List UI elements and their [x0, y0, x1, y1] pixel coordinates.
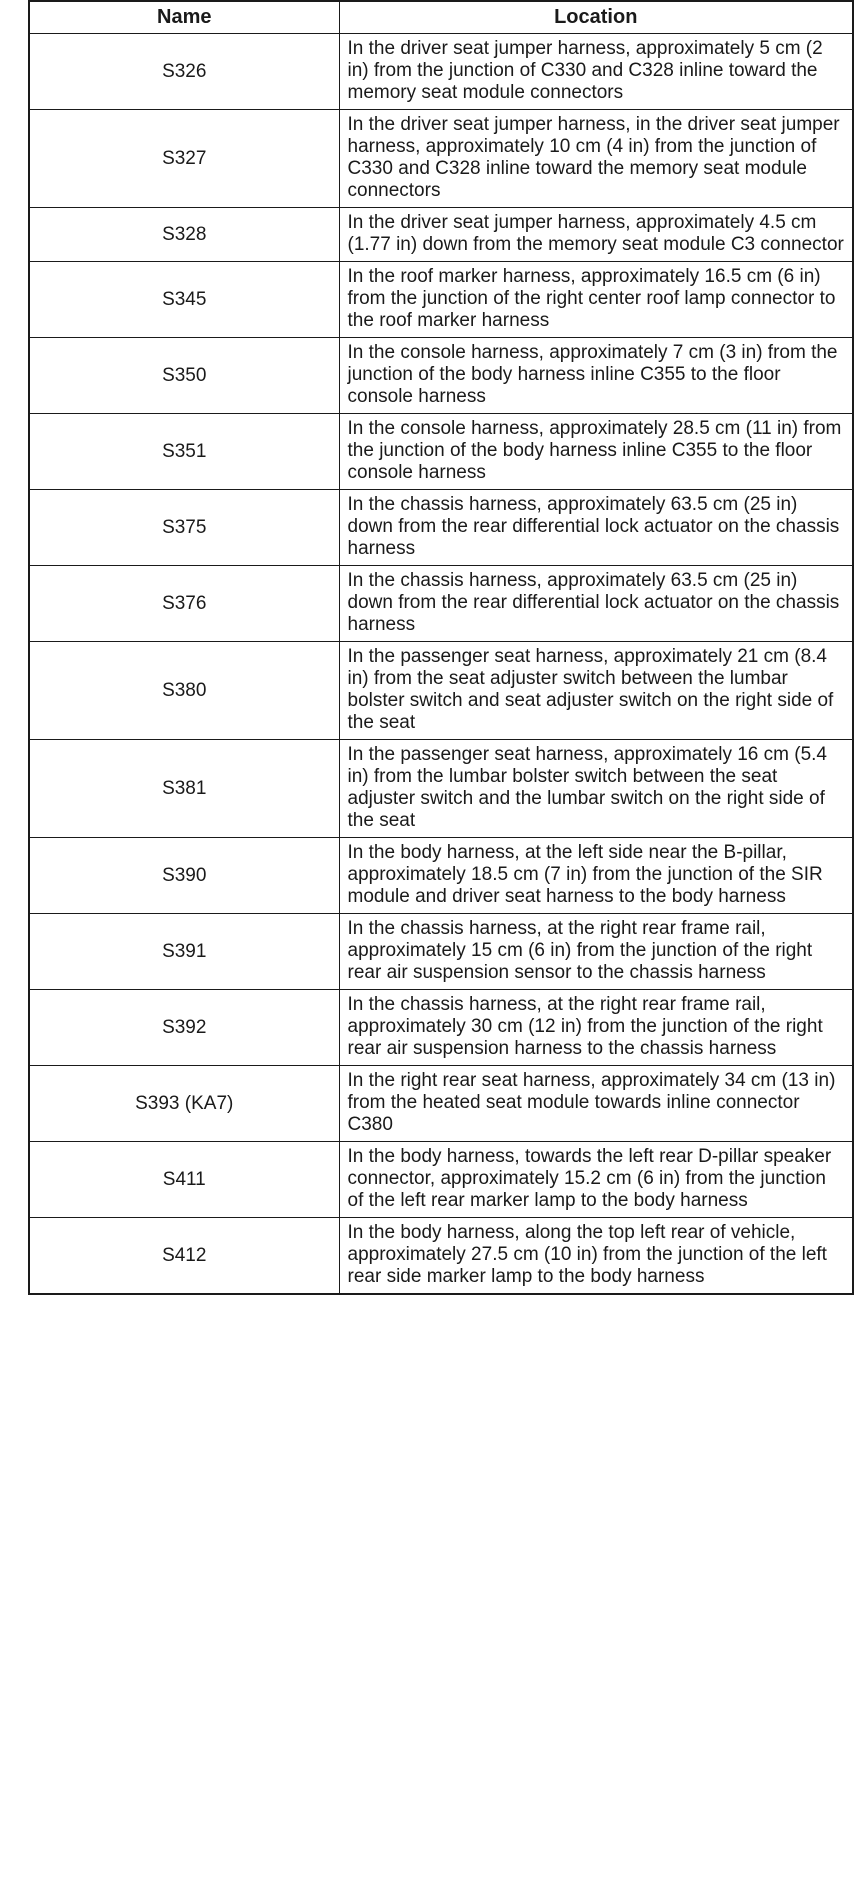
- splice-name: S326: [29, 34, 339, 110]
- splice-location: In the chassis harness, approximately 63.5 cm (25 in) down from the rear differential lock actuator on the chassis harness: [339, 566, 853, 642]
- splice-name: S351: [29, 414, 339, 490]
- table-row: [29, 414, 853, 490]
- splice-location: In the passenger seat harness, approximately 21 cm (8.4 in) from the seat adjuster switch between the lumbar bolster switch and seat adjuster switch on the right side of the seat: [339, 642, 853, 740]
- header-location: Location: [339, 1, 853, 34]
- splice-name: S376: [29, 566, 339, 642]
- table-row: [29, 1142, 853, 1218]
- header-row: [29, 1, 853, 34]
- splice-location: In the chassis harness, at the right rear frame rail, approximately 15 cm (6 in) from the junction of the right rear air suspension sensor to the chassis harness: [339, 914, 853, 990]
- table-row: [29, 208, 853, 262]
- splice-name: S393 (KA7): [29, 1066, 339, 1142]
- table-row: [29, 1218, 853, 1295]
- splice-name: S327: [29, 110, 339, 208]
- table-row: [29, 838, 853, 914]
- splice-name: S391: [29, 914, 339, 990]
- splice-name: S390: [29, 838, 339, 914]
- splice-location: In the right rear seat harness, approximately 34 cm (13 in) from the heated seat module towards inline connector C380: [339, 1066, 853, 1142]
- table-row: [29, 490, 853, 566]
- table-row: [29, 990, 853, 1066]
- header-name: Name: [29, 1, 339, 34]
- splice-location: In the roof marker harness, approximately 16.5 cm (6 in) from the junction of the right center roof lamp connector to the roof marker harness: [339, 262, 853, 338]
- splice-location: In the body harness, towards the left rear D-pillar speaker connector, approximately 15.2 cm (6 in) from the junction of the left rear marker lamp to the body harness: [339, 1142, 853, 1218]
- table-row: [29, 642, 853, 740]
- splice-name: S380: [29, 642, 339, 740]
- splice-name: S411: [29, 1142, 339, 1218]
- splice-name: S392: [29, 990, 339, 1066]
- table-row: [29, 1066, 853, 1142]
- splice-location: In the body harness, along the top left rear of vehicle, approximately 27.5 cm (10 in) from the junction of the left rear side marker lamp to the body harness: [339, 1218, 853, 1295]
- table-body: [29, 34, 853, 1295]
- splice-name: S350: [29, 338, 339, 414]
- table-row: [29, 740, 853, 838]
- splice-name: S345: [29, 262, 339, 338]
- table-row: [29, 34, 853, 110]
- splice-location: In the driver seat jumper harness, in the driver seat jumper harness, approximately 10 cm (4 in) from the junction of C330 and C328 inline toward the memory seat module connectors: [339, 110, 853, 208]
- splice-name: S328: [29, 208, 339, 262]
- splice-location-sheet: [28, 0, 852, 1295]
- table-row: [29, 110, 853, 208]
- splice-location: In the console harness, approximately 7 cm (3 in) from the junction of the body harness inline C355 to the floor console harness: [339, 338, 853, 414]
- table-row: [29, 338, 853, 414]
- splice-name: S412: [29, 1218, 339, 1295]
- splice-location: In the passenger seat harness, approximately 16 cm (5.4 in) from the lumbar bolster switch between the seat adjuster switch and the lumbar switch on the right side of the seat: [339, 740, 853, 838]
- splice-name: S375: [29, 490, 339, 566]
- splice-location: In the console harness, approximately 28.5 cm (11 in) from the junction of the body harness inline C355 to the floor console harness: [339, 414, 853, 490]
- splice-location-table: [28, 0, 854, 1295]
- splice-name: S381: [29, 740, 339, 838]
- splice-location: In the driver seat jumper harness, approximately 4.5 cm (1.77 in) down from the memory seat module C3 connector: [339, 208, 853, 262]
- splice-location: In the chassis harness, approximately 63.5 cm (25 in) down from the rear differential lock actuator on the chassis harness: [339, 490, 853, 566]
- splice-location: In the chassis harness, at the right rear frame rail, approximately 30 cm (12 in) from the junction of the right rear air suspension harness to the chassis harness: [339, 990, 853, 1066]
- splice-location: In the body harness, at the left side near the B-pillar, approximately 18.5 cm (7 in) from the junction of the SIR module and driver seat harness to the body harness: [339, 838, 853, 914]
- table-row: [29, 566, 853, 642]
- table-row: [29, 914, 853, 990]
- splice-location: In the driver seat jumper harness, approximately 5 cm (2 in) from the junction of C330 and C328 inline toward the memory seat module connectors: [339, 34, 853, 110]
- table-row: [29, 262, 853, 338]
